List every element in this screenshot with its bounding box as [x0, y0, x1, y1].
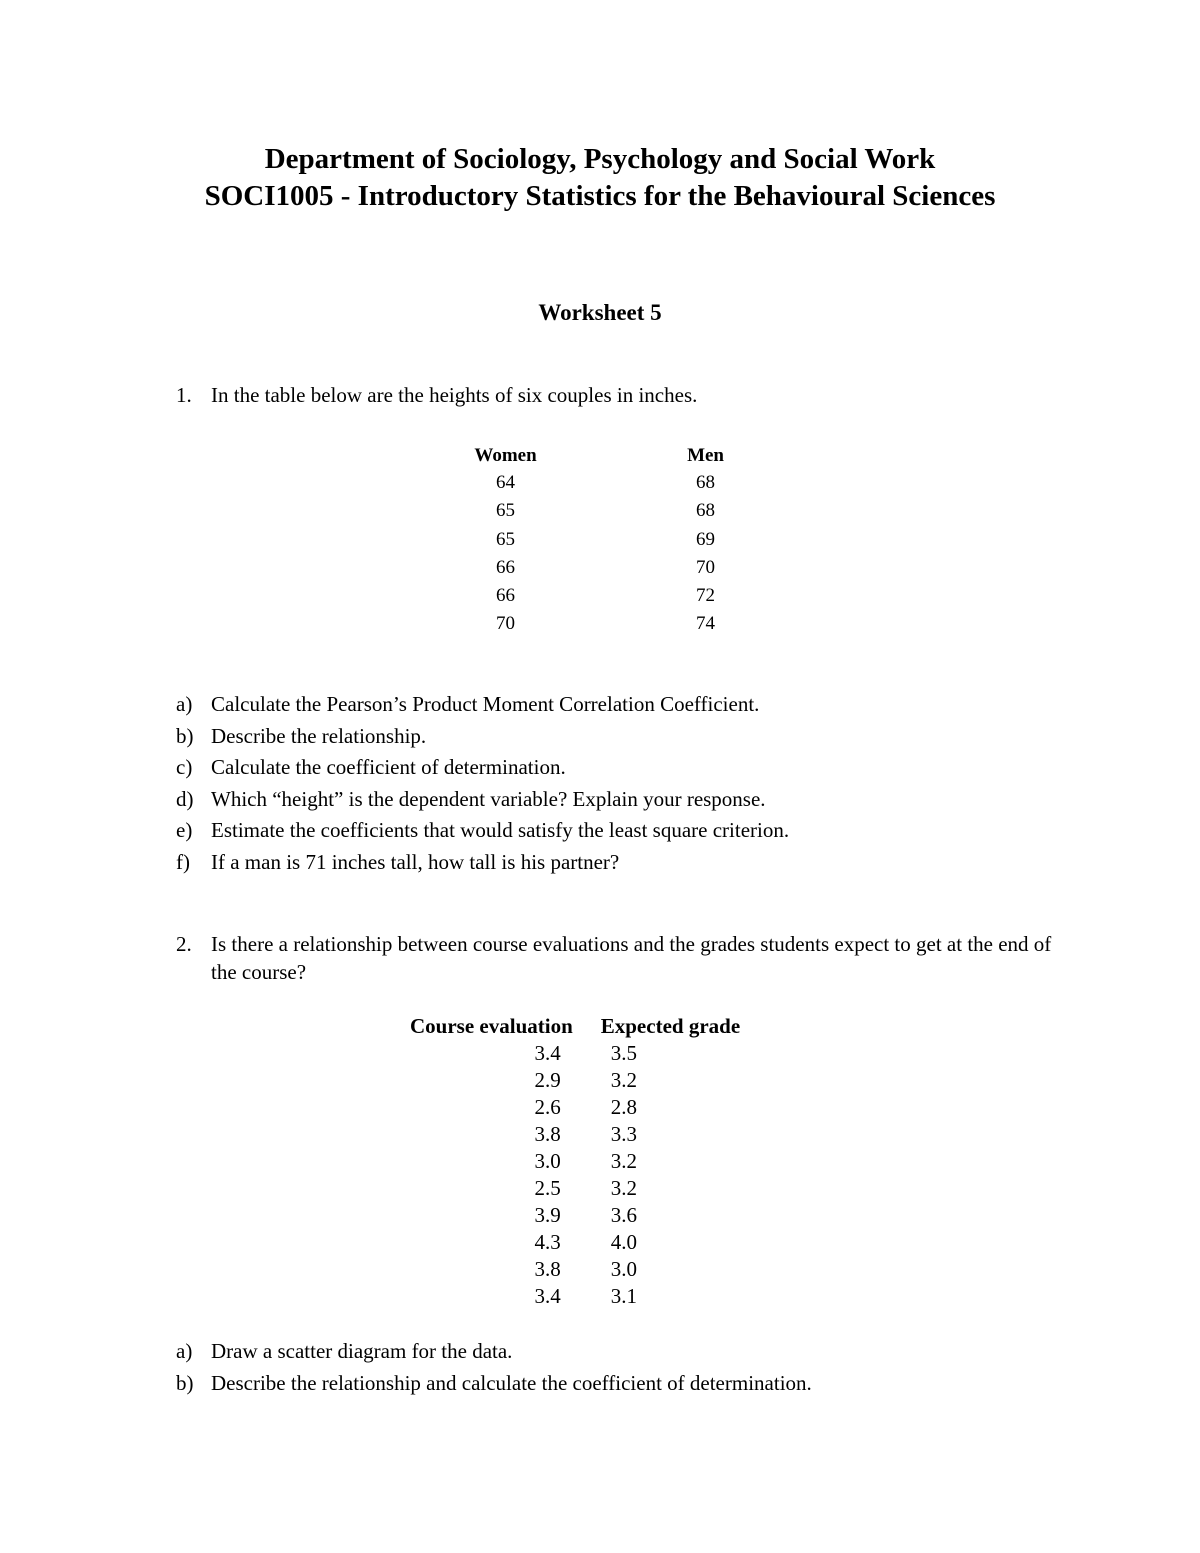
list-item: [176, 721, 789, 753]
question-2-text: Is there a relationship between course evaluations and the grades students expect to get at the end of the course?: [211, 932, 1052, 984]
list-item: [176, 784, 789, 816]
document-header: [0, 141, 1200, 215]
table-cell: 70: [696, 556, 716, 578]
table-cell: 3.2: [610, 1068, 637, 1092]
table-cell: 3.8: [534, 1257, 561, 1281]
table-header-row: [380, 442, 780, 469]
part-letter: d): [176, 786, 194, 811]
question-1-parts: [176, 689, 789, 878]
table-header-row: [410, 1013, 740, 1040]
column-header-women: Women: [474, 445, 537, 466]
table-row: [410, 1256, 740, 1283]
part-letter: a): [176, 692, 193, 716]
table-cell: 3.3: [610, 1122, 637, 1146]
table-row: [410, 1040, 740, 1067]
list-item: [176, 1368, 812, 1400]
table-cell: 4.0: [610, 1230, 637, 1254]
part-letter: e): [176, 818, 193, 842]
list-item: [176, 1336, 812, 1368]
list-item: [176, 689, 789, 721]
part-text: Estimate the coefficients that would satisfy the least square criterion.: [211, 818, 790, 842]
question-1-number: 1.: [176, 383, 192, 407]
table-cell: 69: [696, 528, 716, 550]
table-row: [380, 582, 780, 610]
part-text: Draw a scatter diagram for the data.: [211, 1339, 513, 1363]
question-2-parts: [176, 1336, 812, 1399]
list-item: [176, 815, 789, 847]
worksheet-title: Worksheet 5: [538, 300, 662, 325]
part-letter: f): [176, 849, 190, 874]
table-cell: 3.4: [534, 1284, 561, 1308]
column-header-expected-grade: Expected grade: [600, 1014, 741, 1038]
table-row: [410, 1094, 740, 1121]
table-cell: 72: [696, 585, 716, 607]
table-row: [410, 1202, 740, 1229]
table-cell: 3.4: [534, 1041, 561, 1065]
table-cell: 3.0: [534, 1149, 561, 1173]
part-text: Describe the relationship.: [211, 723, 427, 748]
table-cell: 3.9: [534, 1203, 561, 1227]
part-text: Which “height” is the dependent variable? Explain your response.: [211, 786, 766, 811]
table-cell: 3.8: [534, 1122, 561, 1146]
part-text: Calculate the Pearson’s Product Moment Correlation Coefficient.: [211, 692, 760, 716]
table-row: [410, 1148, 740, 1175]
part-letter: b): [176, 1370, 194, 1395]
part-text: Describe the relationship and calculate the coefficient of determination.: [211, 1370, 812, 1395]
table-row: [380, 469, 780, 497]
list-item: [176, 847, 789, 879]
table-row: [380, 497, 780, 525]
column-header-course-evaluation: Course evaluation: [410, 1014, 573, 1038]
table-cell: 64: [496, 472, 516, 493]
table-cell: 3.0: [610, 1257, 637, 1281]
part-text: If a man is 71 inches tall, how tall is his partner?: [211, 849, 620, 874]
table-cell: 3.2: [610, 1176, 637, 1200]
course-title: SOCI1005 - Introductory Statistics for the Behavioural Sciences: [204, 180, 996, 212]
table-cell: 4.3: [534, 1230, 561, 1254]
table-cell: 68: [696, 472, 716, 493]
part-letter: b): [176, 723, 194, 748]
table-cell: 3.1: [610, 1284, 637, 1308]
part-letter: a): [176, 1339, 193, 1363]
column-header-men: Men: [687, 445, 724, 466]
table-cell: 66: [496, 585, 516, 607]
heights-table: [380, 442, 780, 639]
table-row: [380, 554, 780, 582]
table-row: [380, 610, 780, 638]
table-row: [410, 1229, 740, 1256]
table-cell: 65: [496, 528, 516, 550]
table-cell: 3.2: [610, 1149, 637, 1173]
table-row: [410, 1283, 740, 1310]
table-cell: 2.5: [534, 1176, 561, 1200]
table-cell: 2.9: [534, 1068, 561, 1092]
part-text: Calculate the coefficient of determination.: [211, 755, 566, 779]
part-letter: c): [176, 755, 193, 779]
table-cell: 70: [496, 613, 516, 635]
table-cell: 2.6: [534, 1095, 561, 1119]
table-row: [410, 1067, 740, 1094]
question-2-number: 2.: [176, 932, 192, 956]
table-cell: 68: [696, 500, 716, 522]
table-row: [380, 526, 780, 554]
department-title: Department of Sociology, Psychology and Social Work: [264, 143, 936, 175]
table-cell: 74: [696, 613, 716, 635]
table-row: [410, 1175, 740, 1202]
table-cell: 66: [496, 556, 516, 578]
list-item: [176, 752, 789, 784]
table-cell: 65: [496, 500, 516, 522]
table-cell: 3.6: [610, 1203, 637, 1227]
evaluation-table: [410, 1013, 740, 1310]
table-row: [410, 1121, 740, 1148]
table-cell: 2.8: [610, 1095, 637, 1119]
question-1-text: In the table below are the heights of six couples in inches.: [211, 383, 698, 407]
table-cell: 3.5: [610, 1041, 637, 1065]
